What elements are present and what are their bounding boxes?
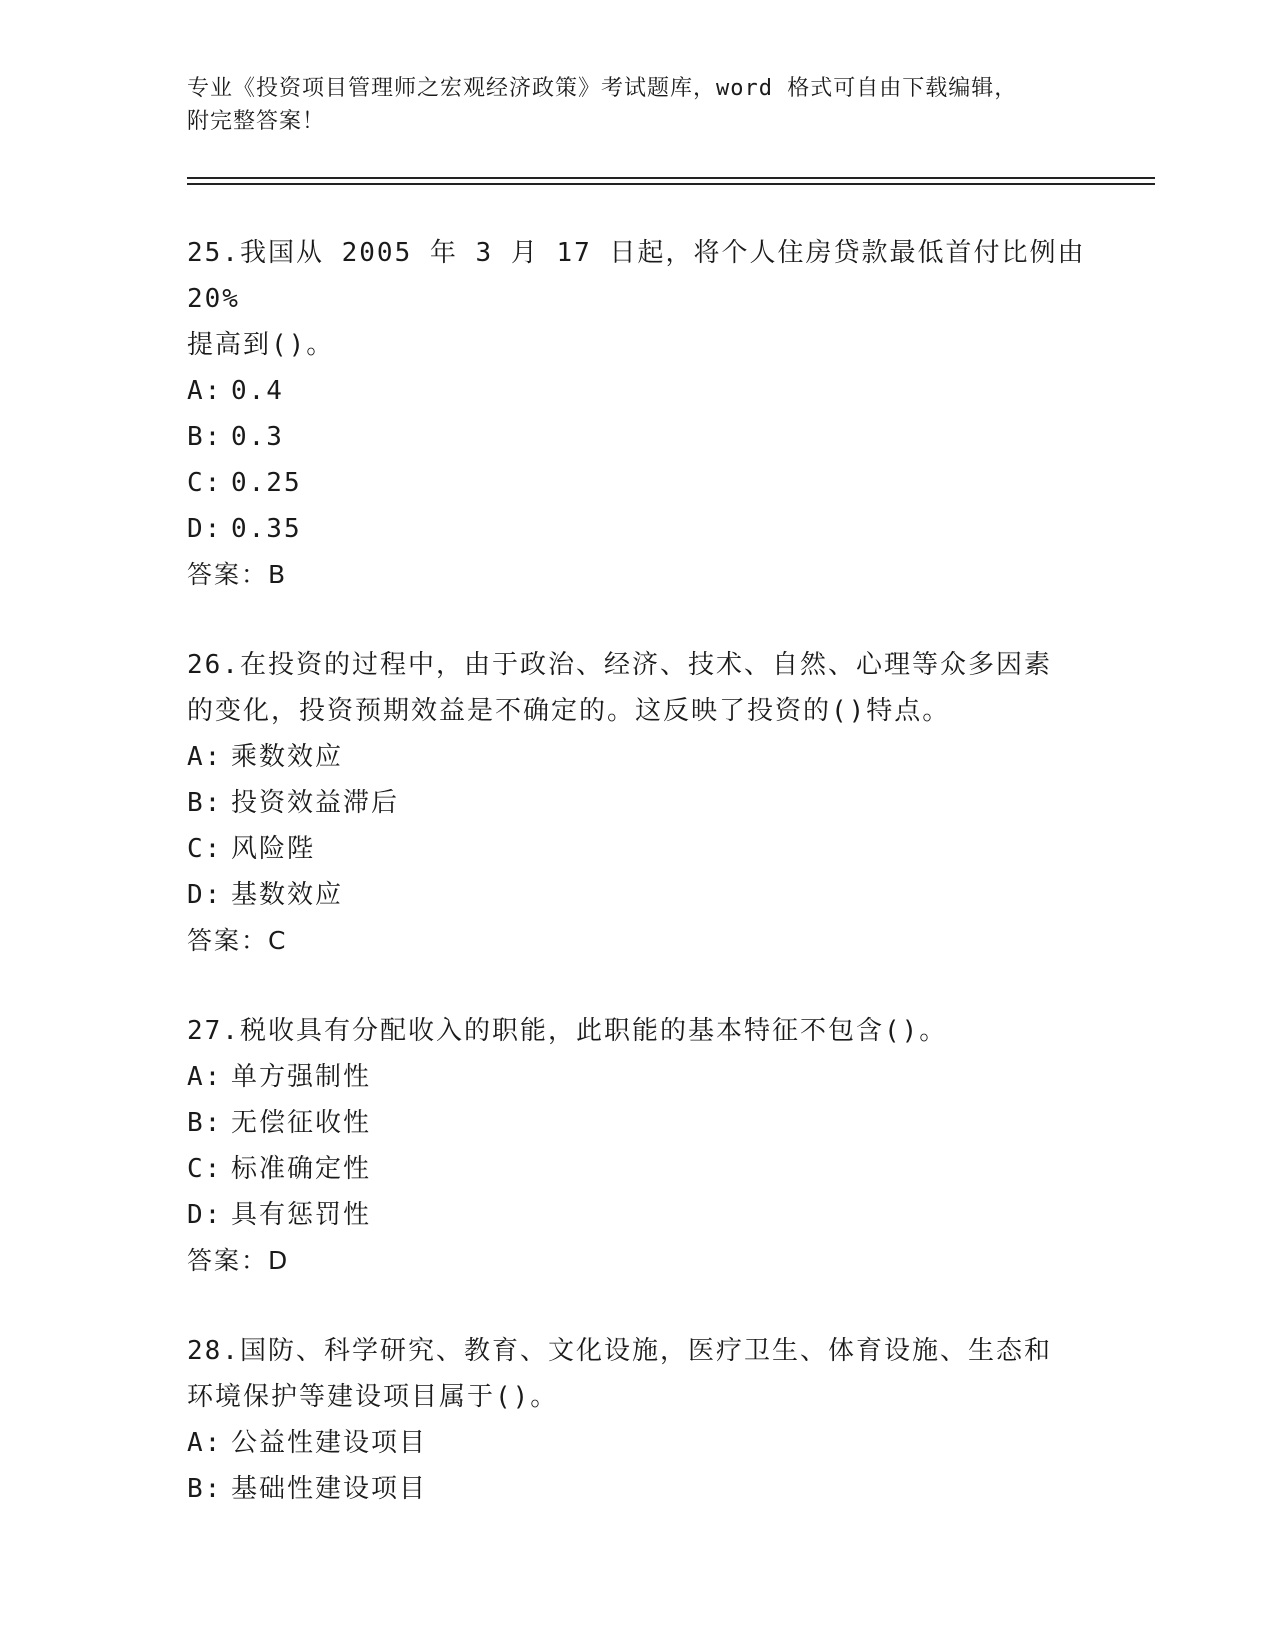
option-text: 标准确定性 — [231, 1154, 372, 1184]
option-text: 单方强制性 — [231, 1062, 372, 1092]
question-text — [187, 1008, 1087, 1054]
option-a — [187, 368, 1087, 414]
option-text: 0.3 — [231, 422, 284, 452]
option-letter: A: — [187, 742, 223, 772]
option-text: 风险陛 — [231, 834, 316, 864]
question-27 — [187, 1008, 1087, 1284]
option-d — [187, 1192, 1087, 1238]
question-text-line: 28.国防、科学研究、教育、文化设施，医疗卫生、体育设施、生态和 — [187, 1336, 1052, 1366]
option-text: 乘数效应 — [231, 742, 344, 772]
question-text-line: 提高到()。 — [187, 330, 335, 360]
option-letter: A: — [187, 1062, 223, 1092]
option-text: 具有惩罚性 — [231, 1200, 372, 1230]
header-divider-bottom — [187, 183, 1155, 185]
option-b — [187, 414, 1087, 460]
option-b — [187, 1100, 1087, 1146]
question-text-line: 27.税收具有分配收入的职能，此职能的基本特征不包含()。 — [187, 1016, 948, 1046]
option-a — [187, 1054, 1087, 1100]
option-text: 0.4 — [231, 376, 284, 406]
option-text: 0.35 — [231, 514, 302, 544]
option-letter: B: — [187, 1108, 223, 1138]
question-text-line: 25.我国从 2005 年 3 月 17 日起，将个人住房贷款最低首付比例由 20% — [187, 238, 1086, 314]
option-letter: D: — [187, 1200, 223, 1230]
option-a — [187, 1420, 1087, 1466]
option-text: 无偿征收性 — [231, 1108, 372, 1138]
option-c — [187, 1146, 1087, 1192]
option-text: 0.25 — [231, 468, 302, 498]
question-text — [187, 1328, 1087, 1420]
option-letter: A: — [187, 1428, 223, 1458]
option-text: 基数效应 — [231, 880, 344, 910]
answer-label: 答案：B — [187, 560, 288, 589]
option-letter: D: — [187, 880, 223, 910]
question-text-line: 环境保护等建设项目属于()。 — [187, 1382, 559, 1412]
option-letter: B: — [187, 788, 223, 818]
question-text — [187, 642, 1087, 734]
option-b — [187, 780, 1087, 826]
option-letter: C: — [187, 834, 223, 864]
option-letter: A: — [187, 376, 223, 406]
option-letter: B: — [187, 1474, 223, 1504]
option-d — [187, 506, 1087, 552]
question-text-line: 26.在投资的过程中，由于政治、经济、技术、自然、心理等众多因素 — [187, 650, 1052, 680]
answer-label: 答案：D — [187, 1246, 290, 1275]
option-a — [187, 734, 1087, 780]
question-text-line: 的变化，投资预期效益是不确定的。这反映了投资的()特点。 — [187, 696, 951, 726]
option-b — [187, 1466, 1087, 1512]
header-line-2: 附完整答案！ — [187, 109, 326, 134]
question-list — [187, 230, 1087, 1556]
header-divider-top — [187, 177, 1155, 179]
option-letter: D: — [187, 514, 223, 544]
option-text: 投资效益滞后 — [231, 788, 400, 818]
question-text — [187, 230, 1087, 368]
header-line-1: 专业《投资项目管理师之宏观经济政策》考试题库，word 格式可自由下载编辑， — [187, 76, 1018, 101]
option-letter: C: — [187, 1154, 223, 1184]
question-26 — [187, 642, 1087, 964]
option-letter: C: — [187, 468, 223, 498]
option-text: 公益性建设项目 — [231, 1428, 428, 1458]
option-letter: B: — [187, 422, 223, 452]
option-text: 基础性建设项目 — [231, 1474, 428, 1504]
option-c — [187, 460, 1087, 506]
document-header — [187, 72, 1067, 138]
question-28 — [187, 1328, 1087, 1512]
answer-label: 答案：C — [187, 926, 288, 955]
option-c — [187, 826, 1087, 872]
question-25 — [187, 230, 1087, 598]
option-d — [187, 872, 1087, 918]
